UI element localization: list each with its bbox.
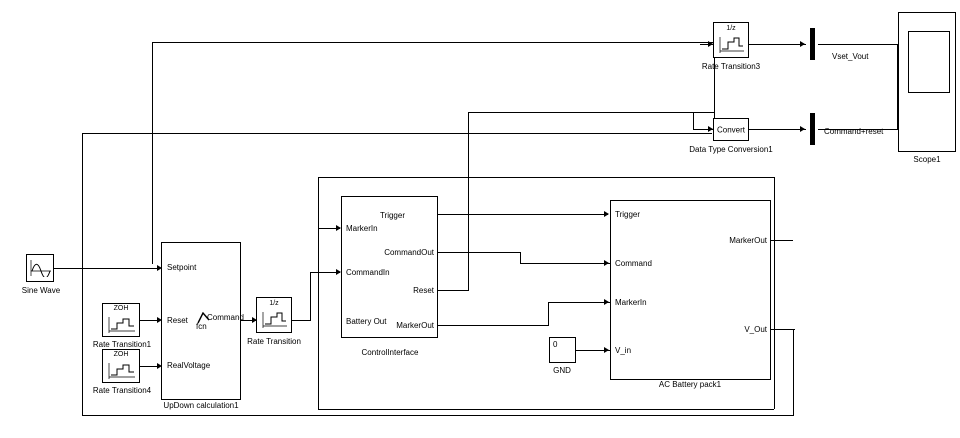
arrow-acbp-command	[604, 260, 609, 266]
block-rate-transition1[interactable]	[102, 303, 140, 337]
label-data-type-conversion1: Data Type Conversion1	[689, 145, 773, 154]
wire-loop-left-a-bot	[82, 415, 794, 416]
wire-convert-in-h	[693, 129, 713, 130]
updown-input-reset: Reset	[167, 316, 188, 325]
block-rate-transition[interactable]	[256, 297, 292, 333]
wire-loop-left-a	[82, 133, 83, 415]
wire-rt-to-ci	[292, 320, 310, 321]
wire-ci-markerout-h2	[548, 302, 610, 303]
arrow-mux2-in	[800, 126, 805, 132]
wire-rt-to-ci-v	[310, 272, 311, 321]
ci-input-commandin: CommandIn	[346, 268, 390, 277]
arrow-mux1-in	[800, 41, 805, 47]
wire-col318-top	[318, 177, 774, 178]
label-gnd: GND	[553, 366, 571, 375]
block-ac-battery-pack1[interactable]	[610, 200, 771, 380]
zero-order-hold-icon	[108, 362, 136, 380]
wire-trigger	[438, 214, 608, 215]
arrow-acbp-markerin	[604, 299, 609, 305]
arrow-acbp-vin	[604, 347, 609, 353]
gnd-value: 0	[553, 340, 558, 349]
acbp-input-command: Command	[615, 259, 652, 268]
label-ac-battery-pack1: AC Battery pack1	[658, 380, 722, 389]
wire-reset-out	[438, 290, 468, 291]
wire-ci-markerout	[438, 325, 548, 326]
wire-convert-in-v	[693, 112, 694, 130]
updown-output-command: Command	[207, 313, 244, 322]
label-rate-transition4: Rate Transition4	[92, 386, 152, 395]
wire-reset-v	[468, 112, 469, 291]
label-sine-wave: Sine Wave	[21, 286, 61, 295]
wire-loop-right-a	[793, 329, 794, 415]
acbp-output-markerout: MarkerOut	[729, 236, 767, 245]
acbp-output-vout: V_Out	[744, 325, 767, 334]
wire-col152	[152, 42, 153, 264]
block-rate-transition4[interactable]	[102, 349, 140, 383]
signal-label-vset-vout: Vset_Vout	[832, 52, 869, 61]
wire-vout	[771, 329, 795, 330]
wire-col318-bot	[318, 409, 774, 410]
wire-acbp-markerout	[771, 240, 793, 241]
rate-transition-top-text: 1/z	[269, 300, 279, 307]
block-rate-transition3[interactable]	[713, 22, 749, 58]
function-marker-icon	[197, 312, 211, 324]
wire-col152-top	[152, 42, 714, 43]
zero-order-hold-icon	[108, 316, 136, 334]
scope-screen-icon	[908, 31, 950, 93]
wire-mux1-to-scope	[818, 44, 898, 45]
rate-transition1-top-text: ZOH	[113, 305, 129, 312]
unit-delay-icon	[262, 311, 288, 329]
mux-bar-command-reset[interactable]	[810, 113, 815, 145]
wire-commandout-b	[520, 263, 610, 264]
label-rate-transition3: Rate Transition3	[701, 62, 761, 71]
wire-commandout-a	[438, 252, 520, 253]
updown-input-setpoint: Setpoint	[167, 263, 197, 272]
ci-output-reset: Reset	[413, 286, 434, 295]
block-gnd[interactable]	[549, 337, 576, 363]
block-data-type-conversion1[interactable]	[713, 118, 749, 141]
wire-col774	[774, 177, 775, 409]
sine-wave-icon	[30, 259, 52, 277]
mux-bar-vset-vout[interactable]	[810, 28, 815, 60]
acbp-input-markerin: MarkerIn	[615, 298, 647, 307]
wire-reset-top	[468, 112, 714, 113]
updown-fcn-text: fcn	[196, 322, 207, 331]
acbp-input-trigger: Trigger	[615, 210, 641, 219]
wire-commandout-v	[520, 252, 521, 263]
wire-col318	[318, 177, 319, 409]
wire-loop-left-a-top	[82, 133, 712, 134]
wire-dtc-to-mux2	[748, 129, 806, 130]
signal-label-command-reset: Command+reset	[824, 127, 884, 136]
ci-input-markerin: MarkerIn	[346, 224, 378, 233]
ci-input-batteryout: Battery Out	[346, 317, 387, 326]
wire-rt3-to-mux	[748, 44, 806, 45]
ci-output-trigger: Trigger	[379, 211, 405, 220]
wire-ci-markerout-v	[548, 302, 549, 326]
arrow-acbp-trigger	[604, 211, 609, 217]
updown-input-realvoltage: RealVoltage	[167, 361, 211, 370]
rate-transition3-top-text: 1/z	[726, 25, 736, 32]
label-control-interface: ControlInterface	[361, 348, 419, 357]
label-rate-transition1: Rate Transition1	[92, 340, 152, 349]
rate-transition4-top-text: ZOH	[113, 351, 129, 358]
block-sine-wave[interactable]	[26, 254, 54, 282]
ci-output-commandout: CommandOut	[384, 248, 434, 257]
acbp-input-vin: V_in	[615, 346, 632, 355]
unit-delay-icon	[719, 36, 745, 54]
label-scope1: Scope1	[913, 155, 941, 164]
wire-sine-to-setpoint	[52, 268, 160, 269]
ci-output-markerout: MarkerOut	[396, 321, 434, 330]
label-updown-calculation1: UpDown calculation1	[163, 401, 239, 410]
label-rate-transition: Rate Transition	[247, 337, 301, 346]
block-scope1[interactable]	[898, 12, 956, 152]
convert-text: Convert	[716, 125, 745, 134]
